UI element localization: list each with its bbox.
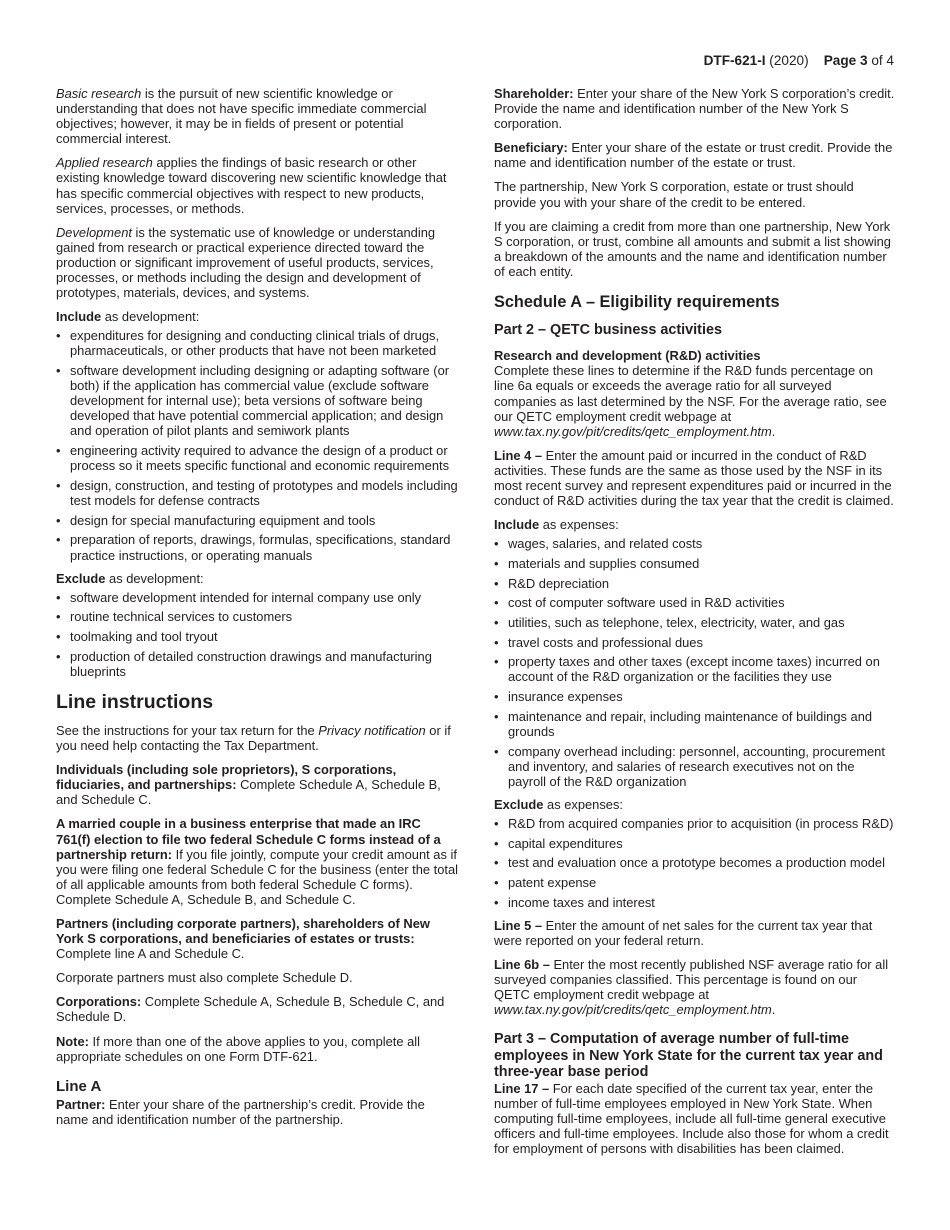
line-17-para [494,1081,896,1156]
text: is the systematic use of knowledge or understanding gained from research or practical experience directed toward the production or significant improvement of useful products, services, processes, or methods including the design and development of prototypes, materials, devices, and systems. [56,224,436,301]
right-column [494,86,896,1166]
line-5-para [494,918,896,948]
text: . [771,1002,776,1018]
list-item: • design, construction, and testing of prototypes and models including test models for defense contracts [56,478,458,508]
text: Complete line A and Schedule C. [56,946,245,962]
partners-para [56,916,458,961]
beneficiary-para [494,140,896,170]
page-label: Page 3 [823,53,868,68]
list-item: • design for special manufacturing equipment and tools [56,513,458,528]
list-item: • toolmaking and tool tryout [56,629,458,644]
form-id: DTF-621-I [703,53,766,68]
bold: Line 4 – [494,447,543,463]
list-item: • travel costs and professional dues [494,635,896,650]
text: Enter your share of the estate or trust credit. Provide the name and identification number of the estate or trust. [494,140,893,171]
exclude-dev-list [56,590,458,679]
applied-research-para [56,155,458,215]
text: Complete these lines to determine if the R&D funds percentage on line 6a equals or exceeds the average ratio for all surveyed companies as last determined by the NSF. For the average ratio, see our QETC employment credit webpage at [494,363,887,424]
list-item: • capital expenditures [494,836,896,851]
bold: Partner: [56,1096,106,1112]
text: is the pursuit of new scientific knowledge or understanding that does not have specific immediate commercial objectives; however, it may be in fields of present or potential commercial interest. [56,86,427,147]
rd-activities-para [494,363,896,438]
text: or if you need help contacting the Tax Department. [56,722,451,754]
corporations-para [56,994,458,1024]
page-header [704,53,894,69]
page-of: of 4 [871,53,894,68]
exclude-expenses-heading [494,797,896,812]
italic: Privacy notification [318,722,426,738]
basic-research-para [56,86,458,146]
exclude-expenses-list [494,816,896,910]
bold: Line 5 – [494,917,543,933]
bold: Include [56,309,102,325]
bold: Beneficiary: [494,140,568,156]
text: Enter the most recently published NSF average ratio for all surveyed companies classified. This percentage is found on our QETC employment credit webpage at [494,957,889,1003]
url-link[interactable]: www.tax.ny.gov/pit/credits/qetc_employment.htm [494,1002,772,1018]
list-item: • routine technical services to customers [56,609,458,624]
bold: Note: [56,1033,89,1049]
list-item: • expenditures for designing and conducting clinical trials of drugs, pharmaceuticals, or other products that have not been marketed [56,328,458,358]
left-column [56,86,458,1136]
list-item: • utilities, such as telephone, telex, electricity, water, and gas [494,615,896,630]
text: See the instructions for your tax return for the [56,722,319,738]
list-item: • preparation of reports, drawings, formulas, specifications, standard practice instructions, or operating manuals [56,532,458,562]
include-expenses-list [494,536,896,789]
text: Complete Schedule A, Schedule B, Schedule C, and Schedule D. [56,994,445,1025]
text: as expenses: [543,796,623,812]
include-dev-list [56,328,458,562]
text: If more than one of the above applies to you, complete all appropriate schedules on one Form DTF-621. [56,1033,421,1064]
bold: Line 6b – [494,957,550,973]
text: Enter the amount paid or incurred in the conduct of R&D activities. These funds are the same as those used by the NSF in its most recent survey and represent expenditures paid or incurred in the conduct of R&D activities during the tax year that the credit is claimed. [494,447,894,509]
partner-para [56,1097,458,1127]
note-para [56,1034,458,1064]
bold: Shareholder: [494,86,574,101]
list-item: • software development including designing or adapting software (or both) if the application has commercial value (exclude software development for internal use); beta versions of software being developed that have potential commercial application; and design and operation of pilot plants and semiwork plants [56,363,458,438]
term: Development [56,224,132,240]
list-item: • patent expense [494,875,896,890]
text: If you file jointly, compute your credit amount as if you were filing one federal Schedule C for the business (enter the total of all applicable amounts from both federal Schedule C forms). Complete Schedule A, Schedule B, and Schedule C. [56,846,458,907]
corporate-partners-para: Corporate partners must also complete Schedule D. [56,970,353,986]
bold: Exclude [494,796,544,812]
text: . [771,423,776,439]
line-4-para [494,448,896,508]
bold: Line 17 – [494,1081,550,1097]
url-link[interactable]: www.tax.ny.gov/pit/credits/qetc_employment.htm [494,423,772,439]
include-dev-heading [56,309,458,324]
bold: Individuals (including sole proprietors), S corporations, fiduciaries, and partnerships: [56,762,397,793]
text: applies the findings of basic research or other existing knowledge toward discovering new scientific knowledge that has specific commercial objectives with respect to new products, services, processes, or methods. [56,155,447,216]
list-item: • wages, salaries, and related costs [494,536,896,551]
list-item: • property taxes and other taxes (except income taxes) incurred on account of the R&D organization or the facilities they use [494,654,896,684]
text: as development: [101,309,200,325]
part-2-title: Part 2 – QETC business activities [494,322,722,339]
list-item: • software development intended for internal company use only [56,590,458,605]
bold: Partners (including corporate partners), shareholders of New York S corporations, and beneficiaries of estates or trusts: [56,915,430,947]
text: as expenses: [539,517,619,533]
bold: Include [494,517,540,533]
text: Complete Schedule A, Schedule B, and Schedule C. [56,777,441,808]
list-item: • test and evaluation once a prototype becomes a production model [494,855,896,870]
list-item: • materials and supplies consumed [494,556,896,571]
list-item: • cost of computer software used in R&D activities [494,595,896,610]
list-item: • maintenance and repair, including maintenance of buildings and grounds [494,709,896,739]
schedule-a-title: Schedule A – Eligibility requirements [494,293,780,312]
development-para [56,225,458,300]
text: For each date specified of the current tax year, enter the number of full-time employees employed in New York State. When computing full-time employees, include all full-time general executive officers and full-time employees. Include also those for whom a credit for employment of persons with disabilities has been claimed. [494,1081,889,1157]
text: Enter your share of the partnership’s credit. Provide the name and identification number of the partnership. [56,1096,425,1127]
text: as development: [105,570,204,586]
list-item: • R&D depreciation [494,576,896,591]
bold: A married couple in a business enterprise that made an IRC 761(f) election to file two federal Schedule C forms instead of a partnership return: [56,816,441,862]
list-item: • income taxes and interest [494,895,896,910]
text: Enter your share of the New York S corporation’s credit. Provide the name and identification number of the New York S corporation. [494,86,895,132]
rd-activities-title: Research and development (R&D) activities [494,348,761,364]
shareholder-para [494,86,896,131]
see-instructions-para [56,723,458,753]
exclude-dev-heading [56,571,458,586]
term: Basic research [56,86,142,101]
bold: Corporations: [56,994,142,1010]
line-6b-para [494,957,896,1017]
individuals-para [56,762,458,807]
list-item: • company overhead including: personnel, accounting, procurement and inventory, and salaries of research executives not on the payroll of the R&D organization [494,744,896,789]
term: Applied research [56,155,153,171]
married-couple-para [56,816,458,907]
form-year: (2020) [769,53,809,68]
list-item: • insurance expenses [494,689,896,704]
part-3-title: Part 3 – Computation of average number of full-time employees in New York State for the current tax year and three-year base period [494,1031,883,1080]
multiple-entities-para: If you are claiming a credit from more than one partnership, New York S corporation, or trust, combine all amounts and submit a list showing a breakdown of the amounts and the name and identification number of each entity. [494,218,891,279]
line-a-title: Line A [56,1077,102,1095]
line-instructions-title: Line instructions [56,690,214,713]
include-expenses-heading [494,517,896,532]
list-item: • R&D from acquired companies prior to acquisition (in process R&D) [494,816,896,831]
partnership-share-para: The partnership, New York S corporation, estate or trust should provide you with your share of the credit to be entered. [494,179,854,210]
list-item: • production of detailed construction drawings and manufacturing blueprints [56,649,458,679]
bold: Exclude [56,570,106,586]
text: Enter the amount of net sales for the current tax year that were reported on your federal return. [494,917,873,948]
list-item: • engineering activity required to advance the design of a product or process so it meets specific functional and economic requirements [56,443,458,473]
